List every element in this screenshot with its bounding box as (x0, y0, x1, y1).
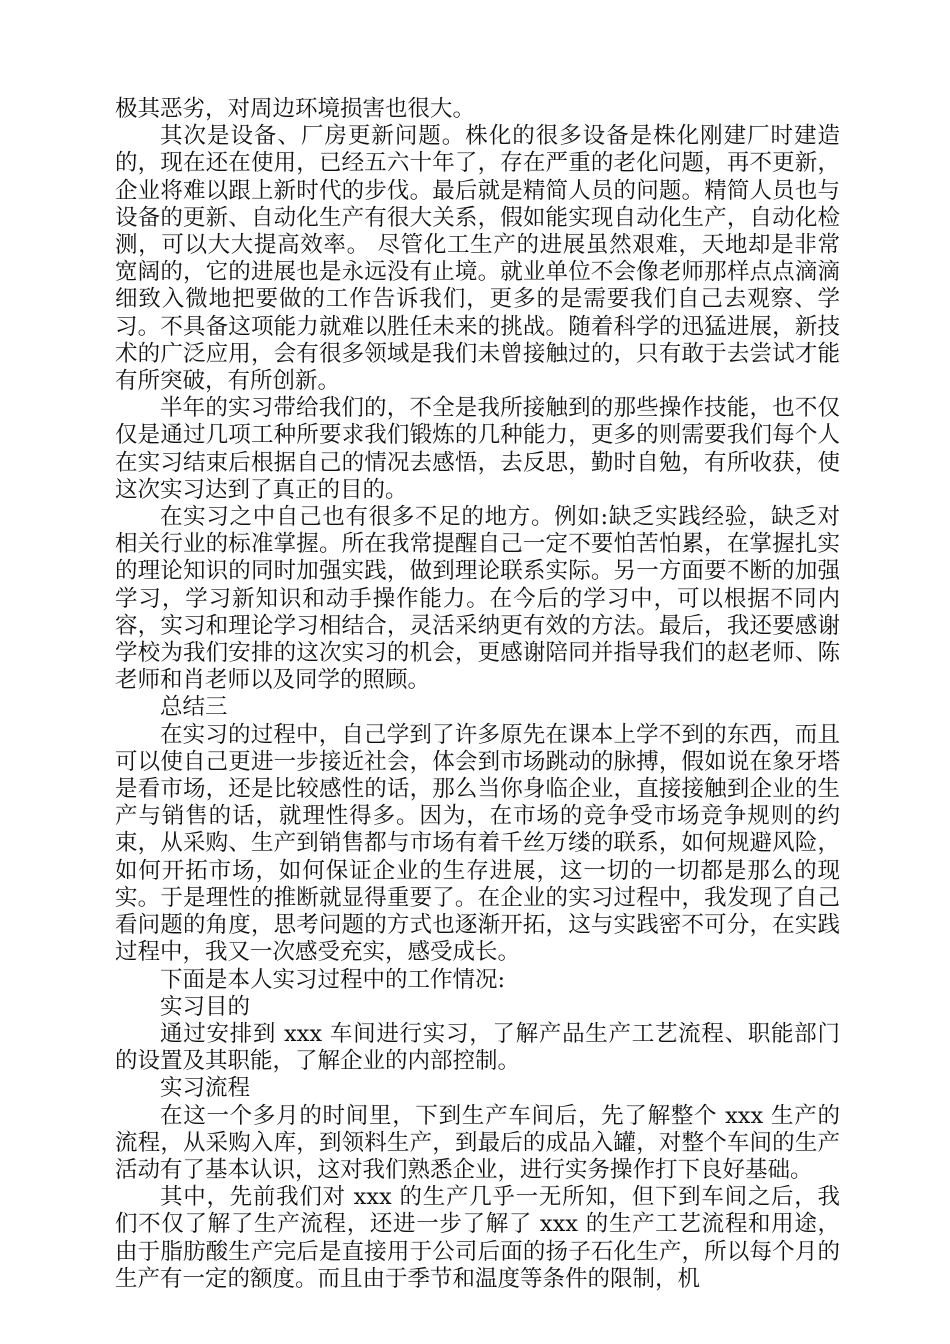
paragraph-internship-process: 在实习的过程中，自己学到了许多原先在课本上学不到的东西，而且可以使自己更进一步接近社会，体会到市场跳动的脉搏，假如说在象牙塔是看市场，还是比较感性的话，那么当你身临企业，直接接触到企业的生产与销售的话，就理性得多。因为，在市场的竞争受市场竞争规则的约束，从采购、生产到销售都与市场有着千丝万缕的联系，如何规避风险，如何开拓市场，如何保证企业的生存进展，这一切的一切都是那么的现实。于是理性的推断就显得重要了。在企业的实习过程中，我发现了自己看问题的角度，思考问题的方式也逐渐开拓，这与实践密不可分，在实践过程中，我又一次感受充实，感受成长。 (115, 721, 840, 966)
paragraph-flow: 在这一个多月的时间里，下到生产车间后，先了解整个 xxx 生产的流程，从采购入库，到领料生产，到最后的成品入罐，对整个车间的生产活动有了基本认识，这对我们熟悉企业，进行实务操作打下良好基础。 (115, 1102, 840, 1183)
paragraph-half-year-internship: 半年的实习带给我们的，不全是我所接触到的那些操作技能，也不仅仅是通过几项工种所要求我们锻炼的几种能力，更多的则需要我们每个人在实习结束后根据自己的情况去感悟，去反思，勤时自勉，有所收获，使这次实习达到了真正的目的。 (115, 395, 840, 503)
paragraph-work-intro: 下面是本人实习过程中的工作情况: (160, 966, 506, 993)
paragraph-shortcomings: 在实习之中自己也有很多不足的地方。例如:缺乏实践经验，缺乏对相关行业的标准掌握。所在我常提醒自己一定不要怕苦怕累，在掌握扎实的理论知识的同时加强实践，做到理论联系实际。另一方面要不断的加强学习，学习新知识和动手操作能力。在今后的学习中，可以根据不同内容，实习和理论学习相结合，灵活采纳更有效的方法。最后，我还要感谢学校为我们安排的这次实习的机会，更感谢陪同并指导我们的赵老师、陈老师和肖老师以及同学的照顾。 (115, 504, 840, 694)
paragraph-purpose: 通过安排到 xxx 车间进行实习，了解产品生产工艺流程、职能部门的设置及其职能，了解企业的内部控制。 (115, 1020, 840, 1075)
section-heading-summary-three: 总结三 (160, 694, 228, 721)
paragraph-continuation: 极其恶劣，对周边环境损害也很大。 (115, 96, 476, 122)
paragraph-production-details: 其中，先前我们对 xxx 的生产几乎一无所知，但下到车间之后，我们不仅了解了生产流程，还进一步了解了 xxx 的生产工艺流程和用途，由于脂肪酸生产完后是直接用于公司后面的扬子石化生产，所以每个月的生产有一定的额度。而且由于季节和温度等条件的限制，机 (115, 1184, 840, 1292)
paragraph-equipment-update: 其次是设备、厂房更新问题。株化的很多设备是株化刚建厂时建造的，现在还在使用，已经五六十年了，存在严重的老化问题，再不更新，企业将难以跟上新时代的步伐。最后就是精简人员的问题。精简人员也与设备的更新、自动化生产有很大关系，假如能实现自动化生产，自动化检测，可以大大提高效率。 尽管化工生产的进展虽然艰难，天地却是非常宽阔的，它的进展也是永远没有止境。就业单位不会像老师那样点点滴滴细致入微地把要做的工作告诉我们，更多的是需要我们自己去观察、学习。不具备这项能力就难以胜任未来的挑战。随着科学的迅猛进展，新技术的广泛应用，会有很多领域是我们未曾接触过的，只有敢于去尝试才能有所突破，有所创新。 (115, 123, 840, 395)
section-heading-flow: 实习流程 (160, 1075, 251, 1102)
section-heading-purpose: 实习目的 (160, 993, 251, 1020)
document-page (115, 96, 840, 1293)
